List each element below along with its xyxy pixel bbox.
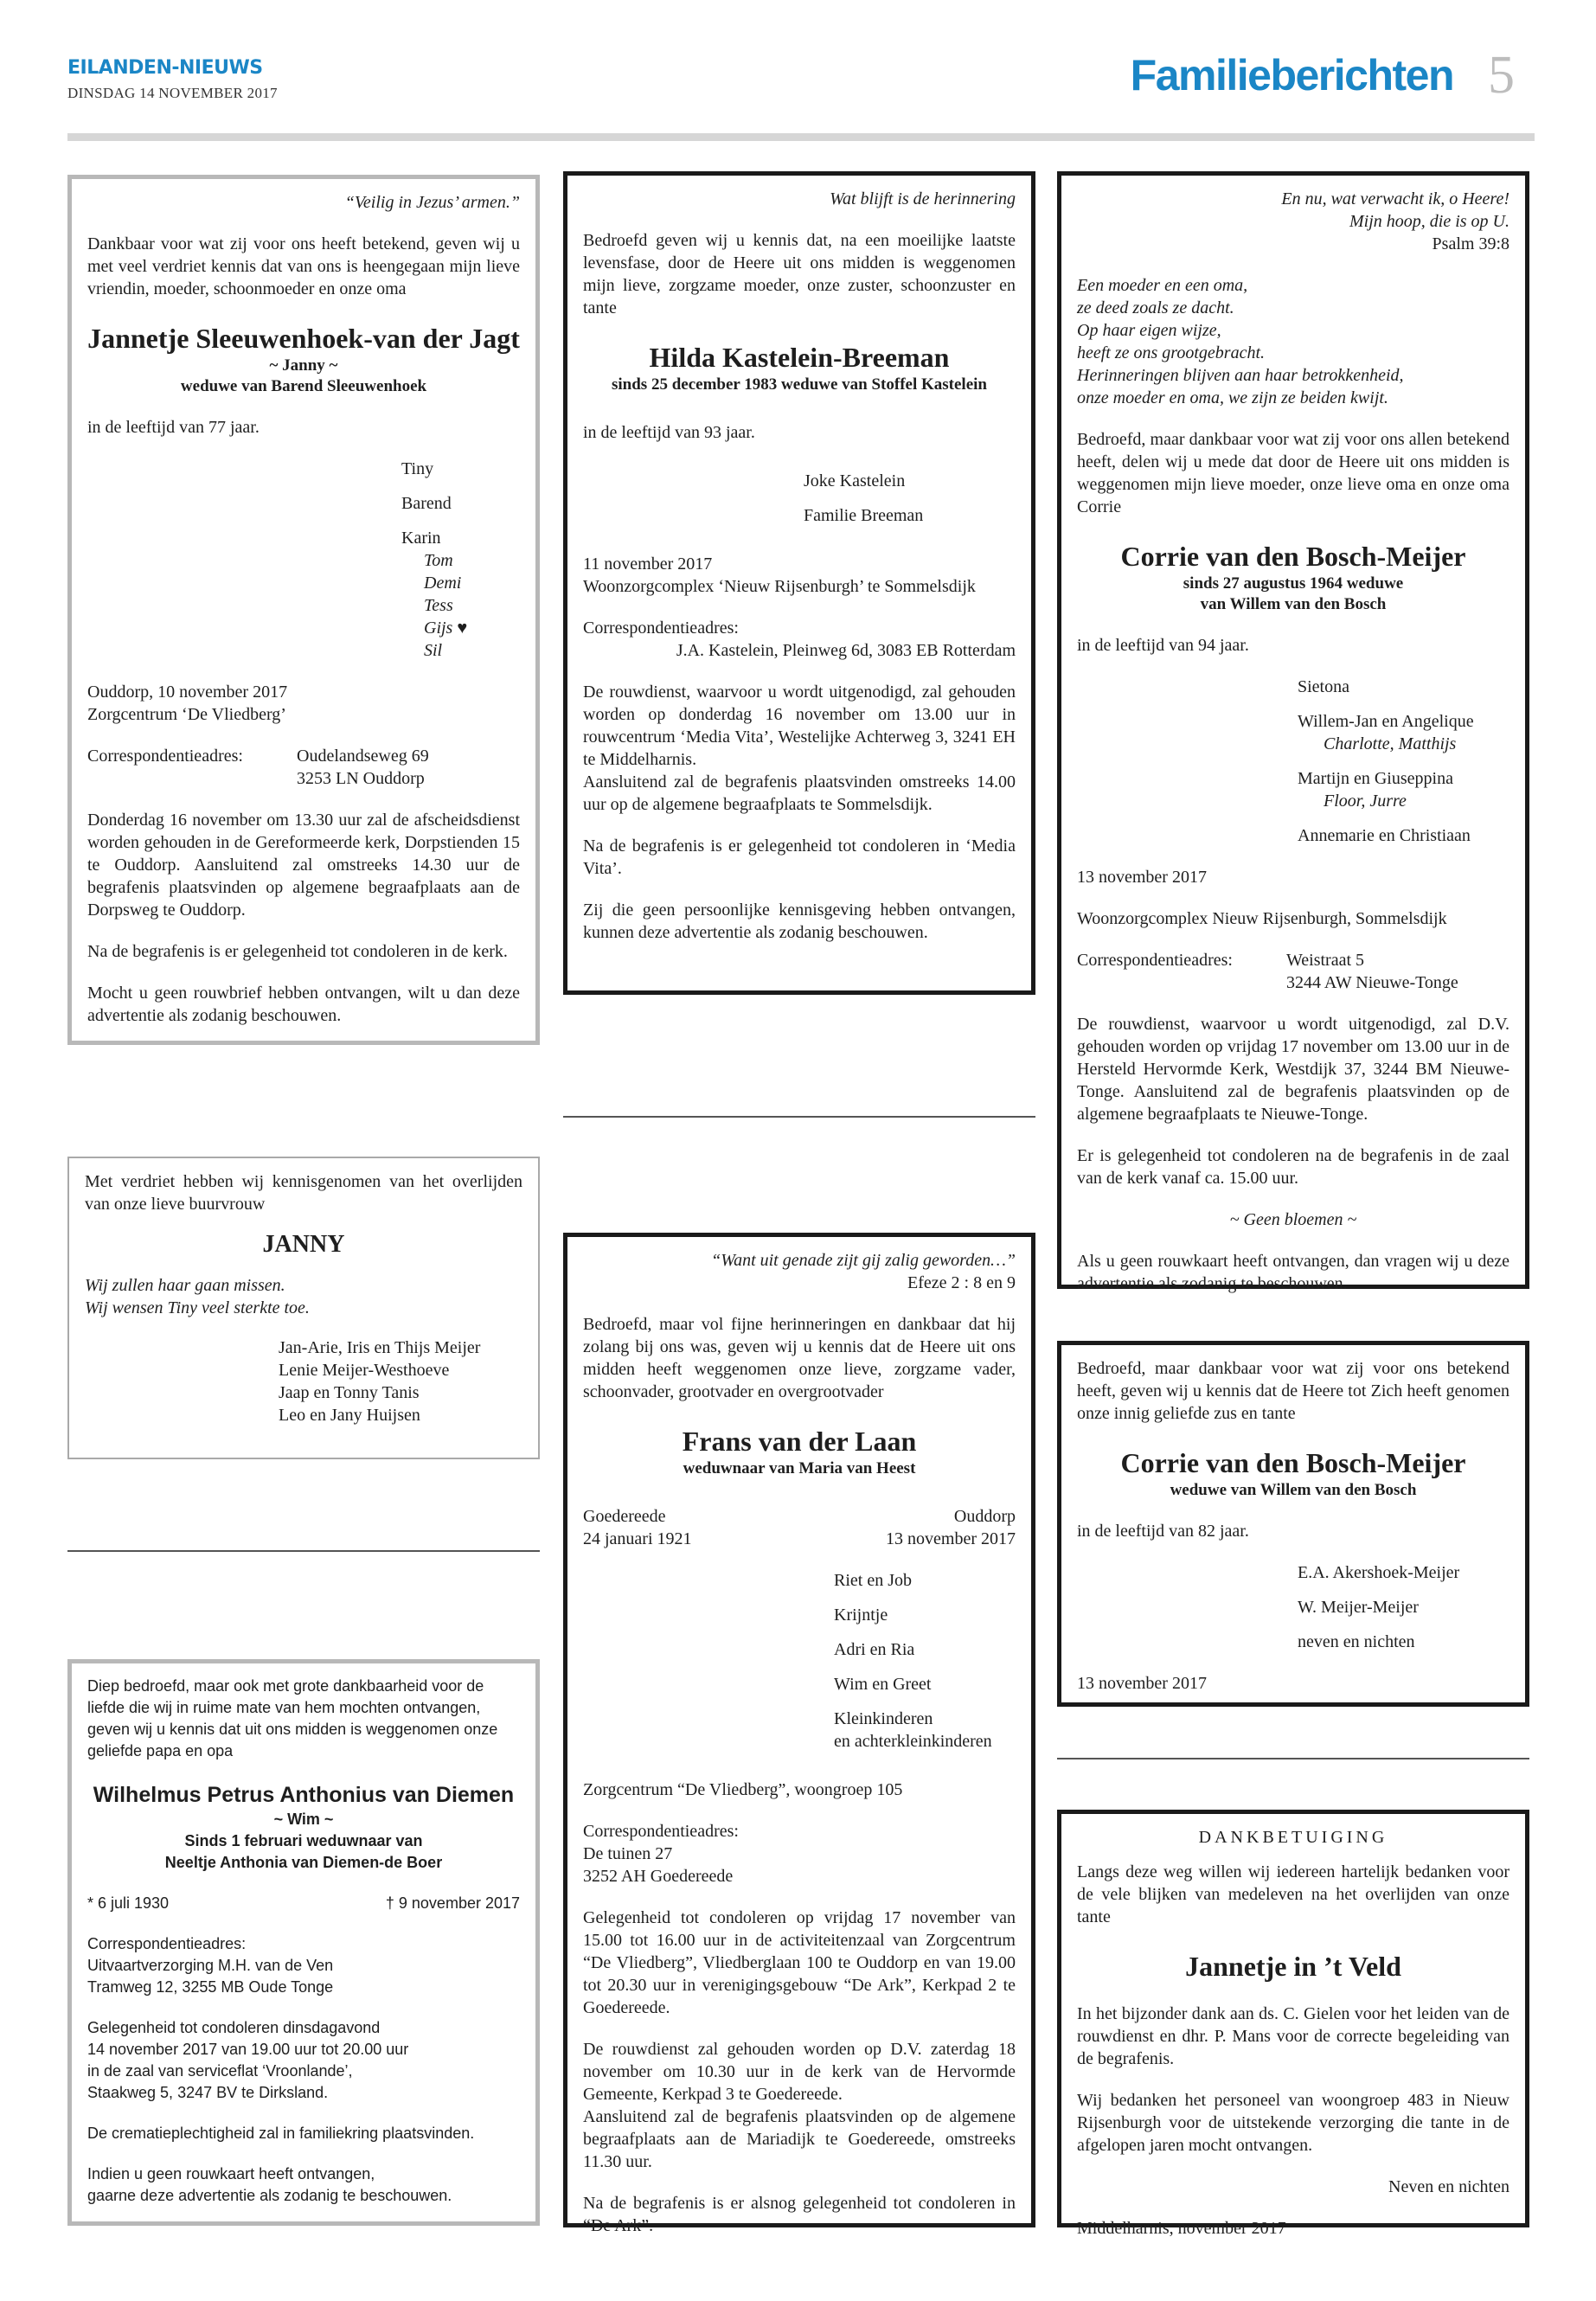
issue-date: DINSDAG 14 NOVEMBER 2017	[67, 85, 278, 101]
signer: Jaap en Tonny Tanis	[279, 1383, 420, 1402]
heading: DANKBETUIGING	[1198, 1828, 1388, 1847]
intro-text: Bedroefd, maar vol fijne herinneringen en dankbaar dat hij zolang bij ons was, geven wij u kennis dat de Heere uit ons midden heeft weggenomen onze lieve, zorgzame vader, schoonvader, grootvader en overgrootvader	[583, 1315, 1016, 1401]
corr-line: J.A. Kastelein, Pleinweg 6d, 3083 EB Rotterdam	[676, 641, 1016, 660]
death-date: † 9 november 2017	[385, 1894, 520, 1912]
intro-text: Bedroefd geven wij u kennis dat, na een moeilijke laatste levensfase, door de Heere uit ons midden is weggenomen mijn lieve, zorgzame moeder, onze zuster, schoonzuster en tante	[583, 231, 1016, 317]
condolence-line: 14 november 2017 van 19.00 uur tot 20.00 uur	[87, 2041, 409, 2058]
intro-text: Dankbaar voor wat zij voor ons heeft betekend, geven wij u met veel verdriet kennis dat van ons is heengegaan mijn lieve vriendin, moeder, schoonmoeder en onze oma	[87, 234, 520, 298]
signer: Neven en nichten	[1388, 2177, 1509, 2196]
family-member: Tiny	[401, 459, 434, 478]
corr-street: Oudelandseweg 69	[297, 747, 429, 766]
ad-dankbetuiging	[1057, 1810, 1529, 2238]
family-member: Joke Kastelein	[804, 471, 906, 490]
page-number: 5	[1488, 46, 1515, 105]
motto-ref: Psalm 39:8	[1432, 234, 1509, 253]
heart-icon: ♥	[457, 619, 468, 638]
family-list	[401, 458, 520, 662]
corr-line: De tuinen 27	[583, 1844, 673, 1863]
condolence-text: Na de begrafenis is er gelegenheid tot condoleren in ‘Media Vita’.	[583, 836, 1016, 878]
poem-line: ze deed zoals ze dacht.	[1077, 298, 1234, 317]
family-member: Wim en Greet	[834, 1675, 932, 1694]
notice-text: Als u geen rouwkaart heeft ontvangen, dan vragen wij u deze advertentie als zodanig te beschouwen.	[1077, 1252, 1509, 1293]
intro-text: Diep bedroefd, maar ook met grote dankbaarheid voor de liefde die wij in ruime mate van hem mochten ontvangen, geven wij u kennis dat uit ons midden is weggenomen onze geliefde papa en opa	[87, 1677, 498, 1759]
subtitle: weduwe van Barend Sleeuwenhoek	[180, 377, 427, 395]
family-kids: Charlotte, Matthijs	[1324, 734, 1457, 753]
family-list	[834, 1569, 1016, 1753]
motto: En nu, wat verwacht ik, o Heere!	[1281, 189, 1509, 208]
subtitle: Sinds 1 februari weduwnaar van	[184, 1832, 423, 1849]
service-text: Donderdag 16 november om 13.30 uur zal de afscheidsdienst worden gehouden in de Gereformeerde kerk, Dorpstienden 15 te Ouddorp. Aansluitend zal omstreeks 14.30 uur de begrafenis plaatsvinden op algemene begraafplaats aan de Dorpsweg te Ouddorp.	[87, 811, 520, 920]
deceased-name: Corrie van den Bosch-Meijer	[1120, 1447, 1466, 1478]
service-text: De rouwdienst zal gehouden worden op D.V. zaterdag 18 november om 10.30 uur in de kerk van de Hervormde Gemeente, Kerkpad 3 te Goedereede.	[583, 2040, 1016, 2104]
section-title: Familieberichten	[1130, 51, 1453, 99]
motto-ref: Efeze 2 : 8 en 9	[907, 1273, 1016, 1292]
family-member: Familie Breeman	[804, 506, 924, 525]
corr-line: Uitvaartverzorging M.H. van de Ven	[87, 1957, 334, 1974]
ad-kastelein	[563, 171, 1035, 995]
correspondence	[87, 745, 520, 790]
place-date: Ouddorp, 10 november 2017	[87, 683, 288, 702]
condolence-line: in de zaal van serviceflat ‘Vroonlande’,	[87, 2062, 353, 2080]
care-home: Woonzorgcomplex Nieuw Rijsenburgh, Sommelsdijk	[1077, 909, 1447, 928]
family-member: neven en nichten	[1298, 1632, 1415, 1651]
corr-line: Tramweg 12, 3255 MB Oude Tonge	[87, 1978, 334, 1996]
family-member: Kleinkinderen	[834, 1709, 933, 1728]
age: in de leeftijd van 82 jaar.	[1077, 1522, 1249, 1541]
thanks-text: Wij bedanken het personeel van woongroep 483 in Nieuw Rijsenburgh voor de uitstekende verzorging die tante in de afgelopen jaren mocht ontvangen.	[1077, 2091, 1509, 2155]
signer: Lenie Meijer-Westhoeve	[279, 1361, 450, 1380]
family-member: Annemarie en Christiaan	[1298, 826, 1471, 845]
separator	[563, 1116, 1035, 1118]
message-line: Wij wensen Tiny veel sterkte toe.	[85, 1298, 310, 1317]
notice-text: Zij die geen persoonlijke kennisgeving hebben ontvangen, kunnen deze advertentie als zodanig beschouwen.	[583, 901, 1016, 942]
family-member: Martijn en Giuseppina	[1298, 769, 1453, 788]
intro-text: Bedroefd, maar dankbaar voor wat zij voor ons betekend heeft, geven wij u kennis dat de Heere tot Zich heeft genomen onze innig geliefde zus en tante	[1077, 1359, 1509, 1423]
signer: Leo en Jany Huijsen	[279, 1406, 420, 1425]
separator	[1057, 1758, 1529, 1759]
place-date: Middelharnis, november 2017	[1077, 2219, 1286, 2238]
deceased-name: Jannetje Sleeuwenhoek-van der Jagt	[87, 323, 520, 354]
corr-city: 3244 AW Nieuwe-Tonge	[1286, 973, 1458, 992]
burial-text: Aansluitend zal de begrafenis plaatsvinden op de algemene begraafplaats aan de Mariadijk te Goedereede, omstreeks 11.30 uur.	[583, 2107, 1016, 2171]
family-member: E.A. Akershoek-Meijer	[1298, 1563, 1460, 1582]
birth-place: Goedereede	[583, 1507, 666, 1526]
family-list	[1298, 676, 1509, 847]
age: in de leeftijd van 93 jaar.	[583, 423, 755, 442]
corr-city: 3253 LN Ouddorp	[297, 769, 425, 788]
grandchild: Tom	[424, 551, 453, 570]
condolence-text: Gelegenheid tot condoleren op vrijdag 17 november van 15.00 tot 16.00 uur in de activiteitenzaal van Zorgcentrum “De Vliedberg”, Vliedberglaan 100 te Ouddorp en van 19.00 tot 20.30 uur in verenigingsgebouw “De Ark”, Kerkpad 2 te Goedereede.	[583, 1908, 1016, 2017]
grandchild: Demi	[424, 574, 462, 593]
subtitle: sinds 27 augustus 1964 weduwe	[1183, 574, 1404, 593]
poem	[1077, 274, 1509, 409]
grandchildren	[424, 549, 520, 662]
nickname: ~ Wim ~	[273, 1811, 334, 1828]
family-member: Sietona	[1298, 677, 1349, 696]
family-list	[804, 470, 1016, 527]
birth-date: * 6 juli 1930	[87, 1894, 170, 1912]
motto: Mijn hoop, die is op U.	[1349, 212, 1509, 231]
top-rule	[67, 133, 1535, 141]
corr-label: Correspondentieadres:	[583, 619, 739, 638]
family-member: Krijntje	[834, 1606, 888, 1625]
death-date: 13 november 2017	[886, 1529, 1016, 1548]
poem-line: onze moeder en oma, we zijn ze beiden kwijt.	[1077, 388, 1388, 407]
subtitle: van Willem van den Bosch	[1200, 595, 1387, 613]
care-home: Zorgcentrum ‘De Vliedberg’	[87, 705, 286, 724]
ad-van-den-bosch-family	[1057, 1341, 1529, 1707]
places-row	[583, 1505, 1016, 1528]
signer: Jan-Arie, Iris en Thijs Meijer	[279, 1338, 481, 1357]
signers	[279, 1336, 522, 1426]
corr-line: 3252 AH Goedereede	[583, 1867, 734, 1886]
ad-janny	[67, 1157, 540, 1459]
condolence-text: Na de begrafenis is er gelegenheid tot condoleren in de kerk.	[87, 942, 508, 961]
thanks-text: In het bijzonder dank aan ds. C. Gielen voor het leiden van de rouwdienst en dhr. P. Mans voor de correcte begeleiding van de begrafenis.	[1077, 2004, 1509, 2068]
motto: Wat blijft is de herinnering	[830, 189, 1016, 208]
poem-line: Een moeder en een oma,	[1077, 276, 1248, 295]
corr-label: Correspondentieadres:	[583, 1822, 739, 1841]
poem-line: Herinneringen blijven aan haar betrokkenheid,	[1077, 366, 1404, 385]
corr-label: Correspondentieadres:	[87, 1935, 247, 1952]
condolence-line: Gelegenheid tot condoleren dinsdagavond	[87, 2019, 381, 2036]
notice-line: gaarne deze advertentie als zodanig te beschouwen.	[87, 2187, 452, 2204]
family-member: Adri en Ria	[834, 1640, 915, 1659]
notice-text: Mocht u geen rouwbrief hebben ontvangen, wilt u dan deze advertentie als zodanig beschouwen.	[87, 984, 520, 1025]
intro-text: Met verdriet hebben wij kennisgenomen van het overlijden van onze lieve buurvrouw	[85, 1172, 522, 1214]
care-home: Woonzorgcomplex ‘Nieuw Rijsenburgh’ te Sommelsdijk	[583, 577, 976, 596]
motto: “Veilig in Jezus’ armen.”	[344, 193, 520, 212]
age: in de leeftijd van 94 jaar.	[1077, 636, 1249, 655]
family-member: Willem-Jan en Angelique	[1298, 712, 1474, 731]
poem-line: Op haar eigen wijze,	[1077, 321, 1221, 340]
subtitle: weduwnaar van Maria van Heest	[683, 1459, 916, 1477]
ad-sleeuwenhoek	[67, 175, 540, 1045]
family-member: Barend	[401, 494, 452, 513]
death-place: Ouddorp	[953, 1507, 1016, 1526]
notice-line: Indien u geen rouwkaart heeft ontvangen,	[87, 2165, 375, 2182]
subtitle: weduwe van Willem van den Bosch	[1170, 1481, 1417, 1499]
nickname: ~ Janny ~	[269, 356, 338, 375]
message-line: Wij zullen haar gaan missen.	[85, 1276, 285, 1295]
ad-van-den-bosch	[1057, 171, 1529, 1293]
masthead-logo: EILANDEN-NIEUWS	[67, 57, 263, 79]
corr-label: Correspondentieadres:	[87, 747, 243, 766]
deceased-name: Wilhelmus Petrus Anthonius van Diemen	[93, 1783, 515, 1807]
deceased-name: JANNY	[262, 1231, 345, 1258]
motto: “Want uit genade zijt gij zalig geworden…”	[711, 1251, 1016, 1270]
care-home: Zorgcentrum “De Vliedberg”, woongroep 105	[583, 1780, 903, 1799]
corr-street: Weistraat 5	[1286, 951, 1365, 970]
deceased-name: Corrie van den Bosch-Meijer	[1120, 541, 1466, 572]
subtitle: sinds 25 december 1983 weduwe van Stoffel Kastelein	[612, 375, 987, 394]
family-kids: Floor, Jurre	[1324, 792, 1407, 811]
burial-text: Aansluitend zal de begrafenis plaatsvinden omstreeks 14.00 uur op de algemene begraafplaats te Sommelsdijk.	[583, 772, 1016, 814]
grandchild: Sil	[424, 641, 443, 660]
condolence-text: Er is gelegenheid tot condoleren na de begrafenis in de zaal van de kerk vanaf ca. 15.00 uur.	[1077, 1146, 1509, 1188]
separator	[67, 1550, 540, 1552]
family-member: Riet en Job	[834, 1571, 912, 1590]
condolence-line: Staakweg 5, 3247 BV te Dirksland.	[87, 2084, 329, 2101]
service-text: De rouwdienst, waarvoor u wordt uitgenodigd, zal gehouden worden op donderdag 16 november om 13.00 uur in rouwcentrum ‘Media Vita’, Westelijke Achterweg 3, 3241 EH te Middelharnis.	[583, 683, 1016, 769]
ad-van-der-laan	[563, 1233, 1035, 2235]
intro-text: Langs deze weg willen wij iedereen hartelijk bedanken voor de vele blijken van medeleven na het overlijden van onze tante	[1077, 1862, 1509, 1926]
subtitle: Neeltje Anthonia van Diemen-de Boer	[164, 1854, 443, 1871]
service-text: De rouwdienst, waarvoor u wordt uitgenodigd, zal D.V. gehouden worden op vrijdag 17 november om 13.00 uur in de Hersteld Hervormde Kerk, Westdijk 37, 3244 BM Nieuwe-Tonge. Aansluitend zal de begrafenis plaatsvinden op de algemene begraafplaats te Nieuwe-Tonge.	[1077, 1015, 1509, 1124]
corr-label: Correspondentieadres:	[1077, 951, 1233, 970]
birth-date: 24 januari 1921	[583, 1529, 692, 1548]
ad-van-diemen	[67, 1659, 540, 2226]
grandchild: Gijs ♥	[424, 619, 468, 638]
intro-text: Bedroefd, maar dankbaar voor wat zij voor ons allen betekend heeft, delen wij u mede dat door de Heere uit ons midden is weggenomen mijn lieve moeder, onze lieve oma en onze oma Corrie	[1077, 430, 1509, 516]
family-list	[1298, 1561, 1509, 1653]
deceased-name: Frans van der Laan	[682, 1426, 917, 1457]
family-member: en achterkleinkinderen	[834, 1732, 992, 1751]
deceased-name: Hilda Kastelein-Breeman	[649, 342, 950, 373]
date: 13 november 2017	[1077, 868, 1207, 887]
date: 11 november 2017	[583, 554, 713, 574]
honoree-name: Jannetje in ’t Veld	[1185, 1951, 1401, 1982]
family-member: W. Meijer-Meijer	[1298, 1598, 1419, 1617]
correspondence	[1077, 949, 1509, 994]
date: 13 november 2017	[1077, 1674, 1207, 1693]
age: in de leeftijd van 77 jaar.	[87, 418, 260, 437]
cremation-text: De crematieplechtigheid zal in familiekring plaatsvinden.	[87, 2125, 475, 2142]
grandchild: Tess	[424, 596, 453, 615]
poem-line: heeft ze ons grootgebracht.	[1077, 343, 1266, 362]
dates-row	[583, 1528, 1016, 1550]
flowers-note: ~ Geen bloemen ~	[1229, 1210, 1357, 1229]
condolence-text-2: Na de begrafenis is er alsnog gelegenheid tot condoleren in “De Ark”.	[583, 2194, 1016, 2235]
family-member: Karin	[401, 529, 441, 548]
dates-row	[87, 1893, 520, 1914]
